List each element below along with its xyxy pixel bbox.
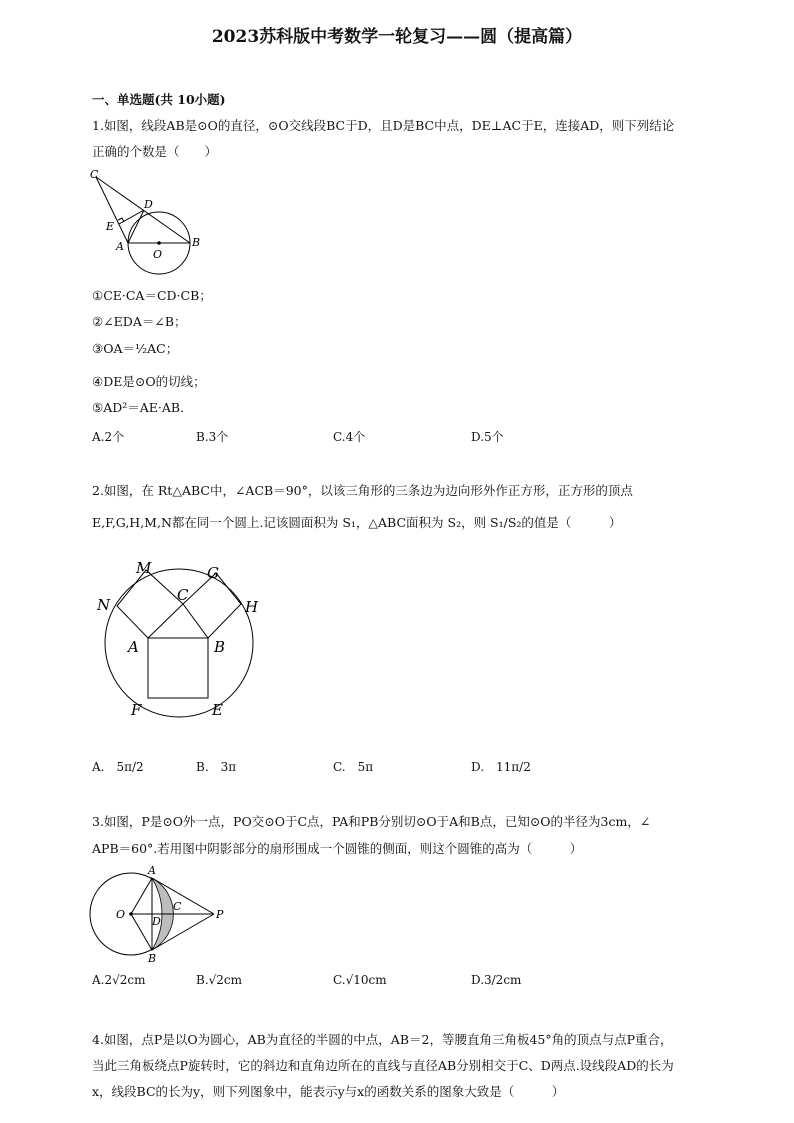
q3-label-c: C [173, 900, 182, 913]
q3-option-a[interactable]: A.2√2cm [92, 973, 146, 987]
q1-statement-4: ④DE是⊙O的切线； [92, 374, 206, 389]
section-heading: 一、单选题(共 10小题) [92, 92, 226, 107]
q1-option-a[interactable]: A.2个 [92, 430, 125, 444]
q3-option-b[interactable]: B.√2cm [196, 973, 243, 987]
q1-center-dot [157, 241, 161, 245]
q2-figure [95, 558, 275, 723]
q2-square-ab [148, 638, 208, 698]
q1-statement-2: ②∠EDA＝∠B； [92, 314, 187, 329]
q3-label-b: B [148, 952, 157, 965]
q1-option-b[interactable]: B.3个 [196, 430, 229, 444]
q2-label-b: B [214, 638, 226, 656]
q1-line2: 正确的个数是（ ） [92, 144, 218, 159]
q4-line2: 当此三角板绕点P旋转时，它的斜边和直角边所在的直线与直径AB分别相交于C、D两点.设线段AD的长为 [92, 1058, 674, 1073]
page-title: 2023苏科版中考数学一轮复习——圆（提高篇） [211, 27, 583, 47]
q1-label-d: D [144, 198, 153, 211]
q3-line2: APB＝60°.若用图中阴影部分的扇形围成一个圆锥的侧面，则这个圆锥的高为（ ） [92, 841, 583, 856]
q3-option-c[interactable]: C.√10cm [333, 973, 387, 987]
q1-line1: 1.如图，线段AB是⊙O的直径，⊙O交线段BC于D，且D是BC中点，DE⊥AC于E，连接AD，则下列结论 [92, 118, 675, 133]
q3-line-ob [131, 914, 152, 950]
q4-line3: x，线段BC的长为y，则下列图象中，能表示y与x的函数关系的图象大致是（ ） [92, 1084, 565, 1099]
q2-square-bc [183, 573, 241, 638]
q1-statement-1: ①CE·CA＝CD·CB； [92, 288, 212, 303]
q3-option-d[interactable]: D.3/2cm [471, 973, 522, 987]
q2-label-e: E [212, 701, 223, 719]
q3-line1: 3.如图，P是⊙O外一点，PO交⊙O于C点，PA和PB分别切⊙O于A和B点，已知⊙O的半径为3cm，∠ [92, 814, 651, 829]
q2-line1: 2.如图，在 Rt△ABC中，∠ACB＝90°，以该三角形的三条边为边向形外作正方形，正方形的顶点 [92, 483, 633, 498]
q2-label-n: N [97, 596, 111, 614]
q1-option-c[interactable]: C.4个 [333, 430, 366, 444]
q3-label-d: D [152, 915, 161, 928]
q4-line1: 4.如图，点P是以O为圆心，AB为直径的半圆的中点，AB＝2，等腰直角三角板45°角的顶点与点P重合， [92, 1032, 673, 1047]
q1-label-e: E [106, 220, 115, 233]
q1-label-b: B [192, 236, 201, 249]
q2-option-a[interactable]: A. 5π/2 [92, 760, 144, 774]
q1-label-o: O [153, 248, 163, 261]
q2-option-c[interactable]: C. 5π [333, 760, 374, 774]
q1-label-c: C [90, 168, 99, 181]
q2-label-f: F [131, 701, 142, 719]
q1-line-ca [96, 177, 128, 243]
q3-figure [88, 864, 238, 964]
q3-center-dot [129, 912, 133, 916]
q1-label-a: A [116, 240, 124, 253]
q1-statement-3: ③OA＝½AC； [92, 341, 179, 356]
q3-label-a: A [148, 864, 156, 877]
q2-label-h: H [245, 598, 259, 616]
q2-label-c: C [177, 586, 189, 604]
q1-option-d[interactable]: D.5个 [471, 430, 504, 444]
q3-label-p: P [216, 908, 224, 921]
q1-statement-5: ⑤AD²＝AE·AB． [92, 400, 193, 415]
q3-label-o: O [116, 908, 126, 921]
q2-option-b[interactable]: B. 3π [196, 760, 237, 774]
q2-option-d[interactable]: D. 11π/2 [471, 760, 531, 774]
q2-label-m: M [136, 559, 152, 577]
q2-line2: E,F,G,H,M,N都在同一个圆上.记该圆面积为 S₁，△ABC面积为 S₂，则 S₁/S₂的值是（ ） [92, 515, 622, 530]
q2-square-ac [117, 570, 183, 638]
q3-line-oa [131, 878, 152, 914]
q2-label-a: A [128, 638, 139, 656]
q2-label-g: G [207, 564, 219, 582]
q1-figure [88, 168, 208, 268]
